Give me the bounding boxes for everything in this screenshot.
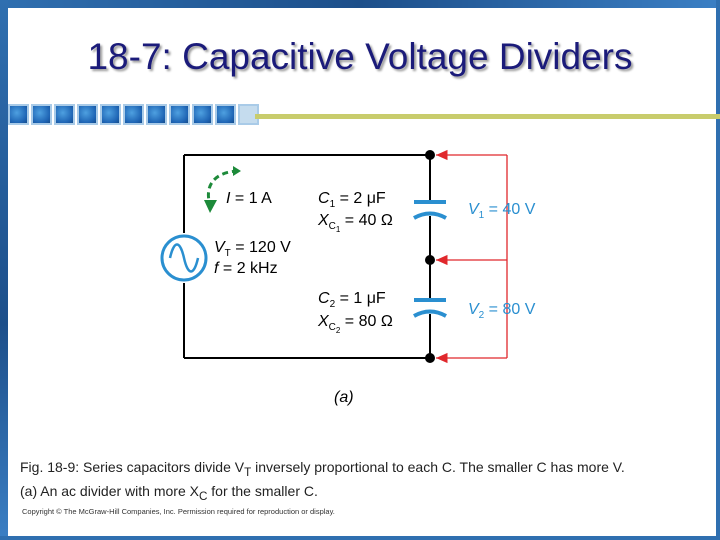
current-label: I = 1 A xyxy=(226,190,272,207)
capacitor-c1-icon xyxy=(414,202,446,218)
ac-source-icon xyxy=(162,236,206,280)
panel-label: (a) xyxy=(334,389,354,406)
junction-dot-top xyxy=(425,150,435,160)
caption-subscript: T xyxy=(244,465,252,479)
junction-dot-bottom xyxy=(425,353,435,363)
source-voltage-label: $V_T = 120$ V xyxy=(214,239,291,259)
copyright-notice: Copyright © The McGraw-Hill Companies, Inc. Permission required for reproduction or display. xyxy=(22,507,335,516)
caption-text: Fig. 18-9: Series capacitors divide V xyxy=(20,459,245,475)
slide-title: 18-7: Capacitive Voltage Dividers xyxy=(87,36,633,77)
c2-label: $C_2 = 1$ μF xyxy=(318,290,386,310)
caption-text: inversely proportional to each C. The smaller C has more V. xyxy=(251,459,625,475)
c1-label: $C_1 = 2$ μF xyxy=(318,190,386,210)
caption-text: for the smaller C. xyxy=(207,482,318,499)
caption-subscript: C xyxy=(198,489,208,503)
caption-text: (a) An ac divider with more X xyxy=(20,482,199,499)
v2-label: $V_2 = 80$ V xyxy=(468,301,536,321)
frequency-label: f = 2 kHz xyxy=(214,260,278,277)
junction-dot-middle xyxy=(425,255,435,265)
circuit-wires xyxy=(184,155,430,358)
voltage-measurement-lines xyxy=(436,155,507,358)
caption-line-2 xyxy=(20,482,716,506)
capacitor-c2-icon xyxy=(414,300,446,316)
v1-label: $V_1 = 40$ V xyxy=(468,201,536,221)
caption-line-1 xyxy=(20,458,716,482)
figure-caption xyxy=(20,458,716,506)
xc1-label: $X_C1 = 40$ Ω xyxy=(318,212,393,234)
xc2-label: $X_C2 = 80$ Ω xyxy=(318,313,393,335)
